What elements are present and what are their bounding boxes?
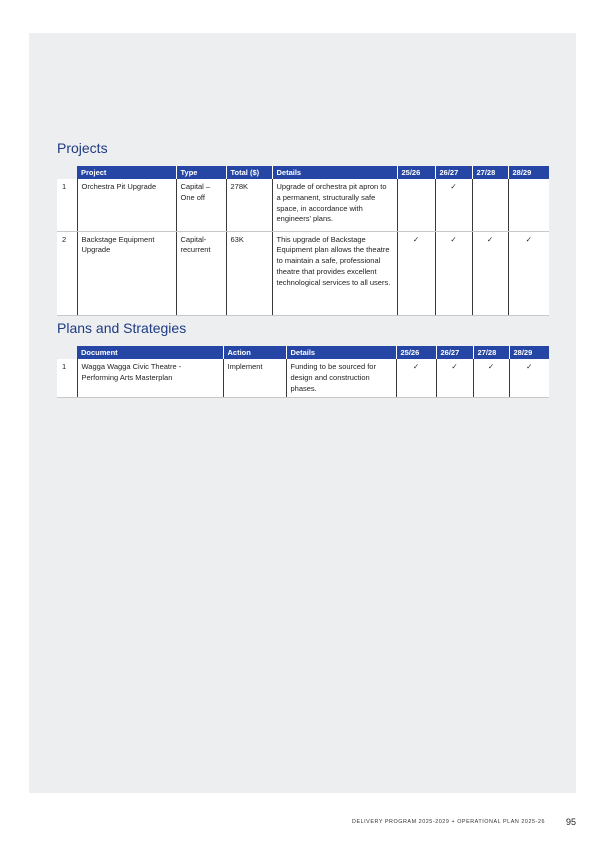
- page-background: [29, 33, 576, 793]
- check-2829: ✓: [508, 231, 549, 315]
- project-name: Orchestra Pit Upgrade: [77, 179, 176, 231]
- project-name: Backstage Equipment Upgrade: [77, 231, 176, 315]
- header-2526: 25/26: [396, 346, 436, 359]
- row-number: 1: [57, 359, 77, 398]
- plans-table: [57, 346, 549, 398]
- header-blank: [57, 346, 77, 359]
- header-details: Details: [286, 346, 396, 359]
- row-number: 2: [57, 231, 77, 315]
- table-row: [57, 359, 549, 398]
- header-details: Details: [272, 166, 397, 179]
- plans-heading: Plans and Strategies: [57, 320, 187, 336]
- check-2728: ✓: [473, 359, 509, 398]
- check-2526: [397, 179, 435, 231]
- check-2627: ✓: [435, 231, 472, 315]
- header-blank: [57, 166, 77, 179]
- header-2829: 28/29: [509, 346, 549, 359]
- check-2627: ✓: [435, 179, 472, 231]
- header-document: Document: [77, 346, 223, 359]
- project-type: Capital – One off: [176, 179, 226, 231]
- project-total: 63K: [226, 231, 272, 315]
- check-2829: [508, 179, 549, 231]
- plan-document: Wagga Wagga Civic Theatre - Performing Arts Masterplan: [77, 359, 223, 398]
- project-type: Capital-recurrent: [176, 231, 226, 315]
- row-number: 1: [57, 179, 77, 231]
- header-2829: 28/29: [508, 166, 549, 179]
- project-total: 278K: [226, 179, 272, 231]
- header-action: Action: [223, 346, 286, 359]
- header-2728: 27/28: [472, 166, 508, 179]
- plan-details: Funding to be sourced for design and construction phases.: [286, 359, 396, 398]
- plan-action: Implement: [223, 359, 286, 398]
- check-2728: ✓: [472, 231, 508, 315]
- header-2728: 27/28: [473, 346, 509, 359]
- plans-header-row: [57, 346, 549, 359]
- header-project: Project: [77, 166, 176, 179]
- footer-title: DELIVERY PROGRAM 2025-2029 + OPERATIONAL PLAN 2025-26: [352, 819, 545, 825]
- header-type: Type: [176, 166, 226, 179]
- header-total: Total ($): [226, 166, 272, 179]
- header-2627: 26/27: [435, 166, 472, 179]
- check-2728: [472, 179, 508, 231]
- project-details: Upgrade of orchestra pit apron to a permanent, structurally safe space, in accordance with engineers' plans.: [272, 179, 397, 231]
- projects-heading: Projects: [57, 140, 108, 156]
- check-2526: ✓: [397, 231, 435, 315]
- check-2627: ✓: [436, 359, 473, 398]
- projects-header-row: [57, 166, 549, 179]
- table-row: [57, 231, 549, 315]
- table-row: [57, 179, 549, 231]
- project-details: This upgrade of Backstage Equipment plan allows the theatre to maintain a safe, professional theatre that provides excellent technological services to all users.: [272, 231, 397, 315]
- page-number: 95: [566, 817, 577, 827]
- header-2627: 26/27: [436, 346, 473, 359]
- header-2526: 25/26: [397, 166, 435, 179]
- projects-table: [57, 166, 549, 316]
- check-2526: ✓: [396, 359, 436, 398]
- check-2829: ✓: [509, 359, 549, 398]
